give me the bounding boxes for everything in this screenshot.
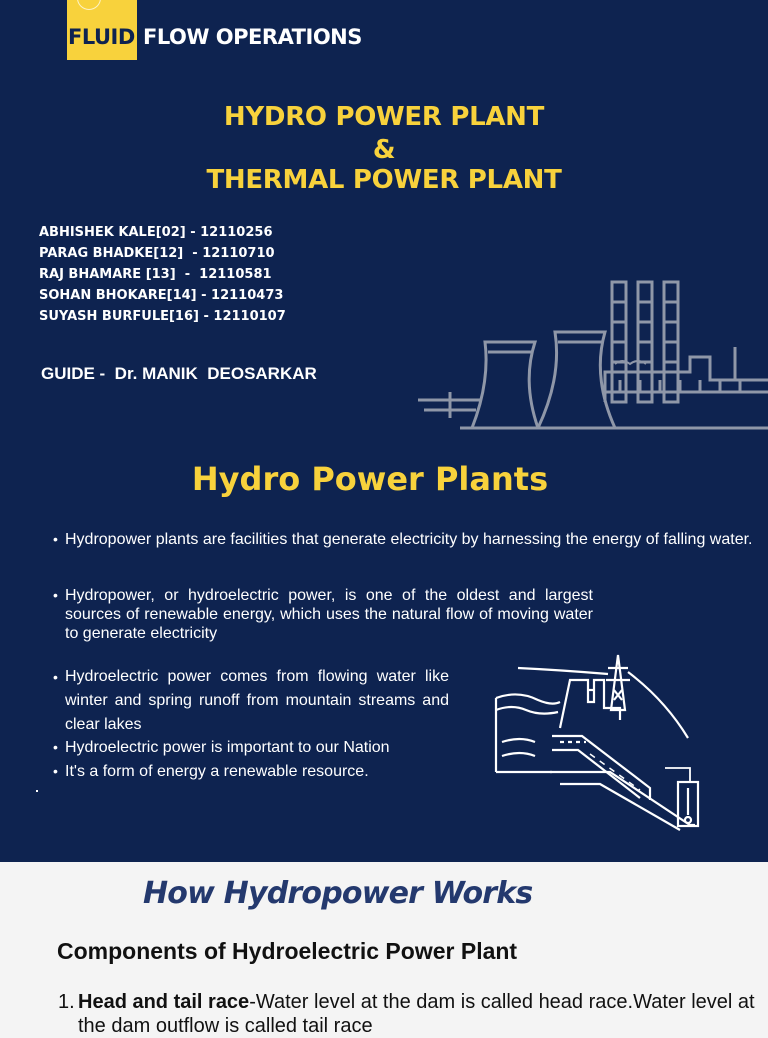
author-list — [39, 222, 286, 327]
bullet-item — [53, 586, 593, 643]
thermal-plant-icon — [410, 272, 768, 438]
stray-dot — [36, 790, 38, 792]
bullet-dot: • — [53, 739, 58, 755]
author-item: ABHISHEK KALE[02] - 12110256 — [39, 225, 273, 240]
title-ampersand: & — [372, 135, 396, 165]
components-heading: Components of Hydroelectric Power Plant — [57, 938, 518, 964]
brand-highlight: FLUID — [68, 25, 135, 49]
list-term: Head and tail race — [78, 991, 250, 1013]
author-item: SOHAN BHOKARE[14] - 12110473 — [39, 288, 284, 303]
works-heading: How Hydropower Works — [143, 876, 533, 911]
list-item — [58, 990, 758, 1038]
bullet-item — [53, 762, 465, 781]
hydro-heading: Hydro Power Plants — [191, 460, 549, 498]
works-slide — [0, 862, 768, 1037]
bullet-dot: • — [53, 669, 58, 685]
author-item: PARAG BHADKE[12] - 12110710 — [39, 246, 275, 261]
bullet-item — [53, 738, 465, 757]
bullet-dot: • — [53, 763, 58, 779]
bullet-item — [53, 530, 768, 549]
bullet-dot: • — [53, 587, 58, 603]
bullet-text: Hydropower plants are facilities that generate electricity by harnessing the energy of falling water. — [65, 531, 753, 548]
bullet-dot: • — [53, 531, 58, 547]
bullet-text: It's a form of energy a renewable resource. — [65, 763, 369, 780]
list-text: -Water level at the dam is called head race.Water level at the dam outflow is called tail race — [78, 991, 755, 1037]
author-item: RAJ BHAMARE [13] - 12110581 — [39, 267, 272, 282]
brand-rest: FLOW OPERATIONS — [143, 25, 362, 49]
bullet-item — [53, 665, 449, 737]
hydro-dam-icon — [490, 650, 705, 830]
logo-ring — [77, 0, 101, 10]
list-number: 1. — [58, 991, 75, 1013]
title-slide — [0, 0, 768, 438]
hydro-slide — [0, 438, 768, 862]
title-line-1: HYDRO POWER PLANT — [223, 102, 545, 132]
bullet-text: Hydroelectric power is important to our Nation — [65, 739, 390, 756]
bullet-text: Hydropower, or hydroelectric power, is one of the oldest and largest sources of renewable energy, which uses the natural flow of moving water to generate electricity — [65, 587, 593, 642]
author-item: SUYASH BURFULE[16] - 12110107 — [39, 309, 286, 324]
title-line-3: THERMAL POWER PLANT — [206, 165, 562, 195]
guide-text: GUIDE - Dr. MANIK DEOSARKAR — [41, 364, 317, 383]
bullet-text: Hydroelectric power comes from flowing water like winter and spring runoff from mountain streams and clear lakes — [65, 668, 449, 733]
